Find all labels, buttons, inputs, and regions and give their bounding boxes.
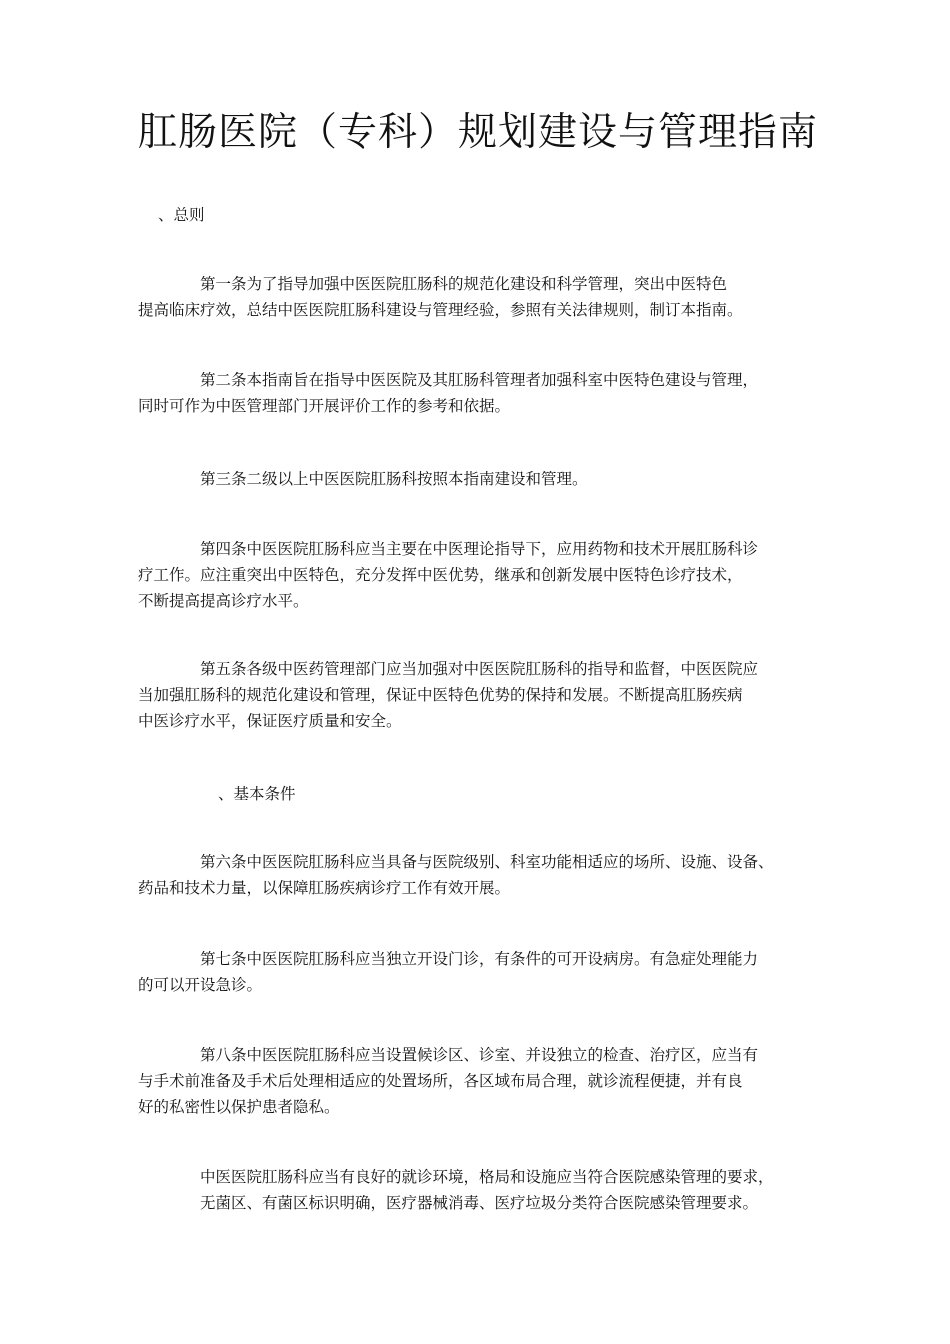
paragraph-line: 与手术前准备及手术后处理相适应的处置场所，各区域布局合理，就诊流程便捷，并有良 — [138, 1072, 743, 1090]
paragraph-article-1 — [138, 271, 828, 323]
section-heading-basic-conditions: 、基本条件 — [218, 785, 296, 803]
paragraph-article-8-continued — [200, 1164, 840, 1216]
paragraph-article-6 — [138, 849, 828, 901]
paragraph-line: 中医医院肛肠科应当有良好的就诊环境，格局和设施应当符合医院感染管理的要求， — [200, 1168, 774, 1186]
paragraph-line: 第二条本指南旨在指导中医医院及其肛肠科管理者加强科室中医特色建设与管理， — [200, 371, 759, 389]
paragraph-line: 第六条中医医院肛肠科应当具备与医院级别、科室功能相适应的场所、设施、设备、 — [200, 853, 774, 871]
paragraph-line: 第四条中医医院肛肠科应当主要在中医理论指导下，应用药物和技术开展肛肠科诊 — [200, 540, 759, 558]
section-heading-general: 、总则 — [158, 206, 205, 224]
paragraph-line: 第七条中医医院肛肠科应当独立开设门诊，有条件的可开设病房。有急症处理能力 — [200, 950, 759, 968]
paragraph-article-3 — [138, 466, 828, 492]
paragraph-line: 同时可作为中医管理部门开展评价工作的参考和依据。 — [138, 397, 511, 415]
paragraph-article-2 — [138, 367, 828, 419]
paragraph-line: 药品和技术力量，以保障肛肠疾病诊疗工作有效开展。 — [138, 879, 511, 897]
paragraph-article-7 — [138, 946, 828, 998]
paragraph-line: 第五条各级中医药管理部门应当加强对中医医院肛肠科的指导和监督，中医医院应 — [200, 660, 759, 678]
paragraph-line: 中医诊疗水平，保证医疗质量和安全。 — [138, 712, 402, 730]
paragraph-line: 提高临床疗效，总结中医医院肛肠科建设与管理经验，参照有关法律规则，制订本指南。 — [138, 301, 743, 319]
paragraph-article-4 — [138, 536, 828, 614]
paragraph-line: 无菌区、有菌区标识明确，医疗器械消毒、医疗垃圾分类符合医院感染管理要求。 — [200, 1194, 759, 1212]
paragraph-line: 第一条为了指导加强中医医院肛肠科的规范化建设和科学管理，突出中医特色 — [200, 275, 728, 293]
document-title: 肛肠医院（专科）规划建设与管理指南 — [138, 110, 819, 155]
paragraph-article-5 — [138, 656, 828, 734]
paragraph-line: 第八条中医医院肛肠科应当设置候诊区、诊室、并设独立的检查、治疗区，应当有 — [200, 1046, 759, 1064]
paragraph-line: 的可以开设急诊。 — [138, 976, 263, 994]
paragraph-line: 当加强肛肠科的规范化建设和管理，保证中医特色优势的保持和发展。不断提高肛肠疾病 — [138, 686, 743, 704]
paragraph-line: 第三条二级以上中医医院肛肠科按照本指南建设和管理。 — [200, 470, 588, 488]
paragraph-article-8 — [138, 1042, 828, 1120]
paragraph-line: 疗工作。应注重突出中医特色，充分发挥中医优势，继承和创新发展中医特色诊疗技术， — [138, 566, 743, 584]
paragraph-line: 好的私密性以保护患者隐私。 — [138, 1098, 340, 1116]
paragraph-line: 不断提高提高诊疗水平。 — [138, 592, 309, 610]
